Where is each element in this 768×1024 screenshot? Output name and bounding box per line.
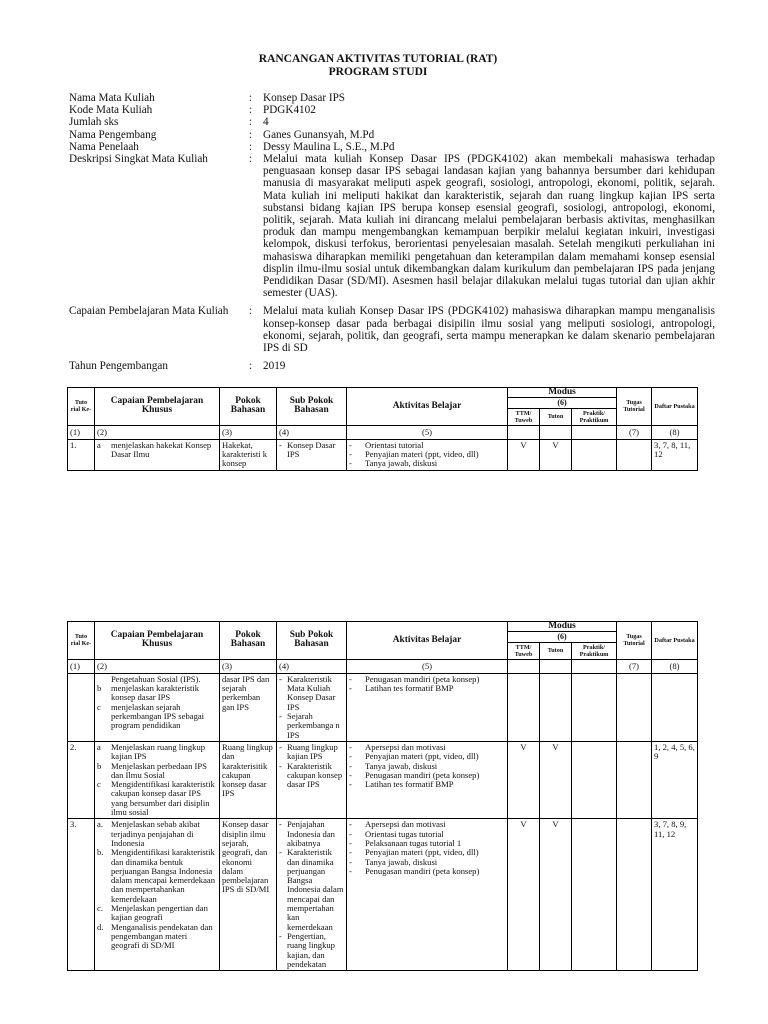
- column-number-row: [68, 659, 698, 673]
- subpokok-text: Konsep Dasar IPS: [287, 439, 336, 460]
- subpokok-item: [279, 675, 344, 712]
- header-tuton: Tuton: [540, 642, 572, 659]
- subpokok-text: Karakteristik dan dinamika perjuangan Bangsa Indonesia dalam mencapai dan mempertahan kan kemerdekaan: [287, 847, 344, 932]
- capaian-item: [97, 684, 217, 703]
- capaian-marker: b.: [97, 847, 104, 858]
- aktivitas-text: Penyajian materi (ppt, video, dll): [365, 847, 479, 858]
- header-tugas: Tugas Tutorial: [617, 388, 652, 426]
- header-daftar: Daftar Pustaka: [652, 622, 698, 660]
- header-modus-label: Modus: [548, 387, 576, 397]
- aktivitas-text: Tanya jawab, diskusi: [365, 856, 438, 867]
- aktivitas-dash: -: [349, 819, 352, 830]
- header-row: [68, 388, 698, 409]
- column-number-empty: [572, 425, 617, 439]
- aktivitas-text: Penugasan mandiri (peta konsep): [365, 673, 480, 684]
- capaian-marker: d.: [97, 921, 104, 932]
- capaian-item: [97, 441, 217, 460]
- header-tutorial: Tuto rial Ke-: [68, 622, 95, 660]
- subpokok-text: Ruang lingkup kajian IPS: [287, 741, 338, 762]
- meta-colon: :: [249, 92, 253, 104]
- column-number: (5): [347, 425, 508, 439]
- subpokok-item: [279, 441, 344, 460]
- tutorial-number: 1.: [68, 439, 95, 470]
- modus-ttm-check: V: [508, 819, 540, 971]
- subpokok-marker: -: [279, 711, 282, 722]
- header-modus: [508, 388, 617, 409]
- meta-row: [69, 116, 715, 128]
- meta-row: [69, 305, 715, 354]
- aktivitas-text: Tanya jawab, diskusi: [365, 458, 438, 469]
- meta-label: Nama Pengembang: [69, 128, 157, 141]
- table-row: [68, 673, 698, 741]
- meta-row: [69, 153, 715, 299]
- aktivitas-item: [349, 459, 505, 468]
- header-daftar: Daftar Pustaka: [652, 388, 698, 426]
- aktivitas-dash: -: [349, 847, 352, 858]
- meta-value: PDGK4102: [263, 104, 316, 117]
- capaian-text: Pengetahuan Sosial (IPS).: [111, 673, 201, 684]
- subpokok-marker: -: [279, 760, 282, 771]
- modus-tuton-check: V: [540, 439, 572, 470]
- meta-label: Capaian Pembelajaran Mata Kuliah: [69, 305, 229, 318]
- modus-ttm-check: V: [508, 741, 540, 818]
- meta-label: Tahun Pengembangan: [69, 360, 168, 373]
- subpokok-marker: -: [279, 930, 282, 941]
- aktivitas-text: Pelaksanaan tugas tutorial 1: [365, 837, 462, 848]
- subpokok-item: [279, 932, 344, 969]
- document-title: [0, 53, 756, 79]
- subpokok-cell: [277, 741, 347, 818]
- header-modus: [508, 622, 617, 643]
- capaian-marker: c: [97, 779, 101, 790]
- subpokok-marker: -: [279, 741, 282, 752]
- subpokok-cell: [277, 439, 347, 470]
- tutorial-number: 3.: [68, 819, 95, 971]
- capaian-item: [97, 820, 217, 848]
- capaian-text: Menganalisis pendekatan dan pengembangan materi geografi di SD/MI: [111, 921, 213, 951]
- rat-table-page-1: [67, 387, 698, 471]
- header-row: [68, 622, 698, 643]
- aktivitas-dash: -: [349, 741, 352, 752]
- aktivitas-text: Tanya jawab, diskusi: [365, 760, 438, 771]
- aktivitas-dash: -: [349, 760, 352, 771]
- column-number-empty: [540, 659, 572, 673]
- modus-praktik-check: [572, 673, 617, 741]
- meta-value: 4: [263, 116, 269, 129]
- meta-colon: :: [249, 360, 253, 373]
- subpokok-marker: -: [279, 847, 282, 858]
- header-modus-number: (6): [508, 397, 616, 407]
- pustaka-cell: 1, 2, 4, 5, 6, 9: [652, 741, 698, 818]
- aktivitas-dash: -: [349, 837, 352, 848]
- table-row: [68, 439, 698, 470]
- column-number-empty: [508, 659, 540, 673]
- meta-row: [69, 129, 715, 141]
- tugas-cell: [617, 439, 652, 470]
- meta-label: Kode Mata Kuliah: [69, 104, 153, 117]
- aktivitas-dash: -: [349, 439, 352, 450]
- rat-table-page-2: [67, 621, 698, 971]
- meta-value: Melalui mata kuliah Konsep Dasar IPS (PDGK4102) akan membekali mahasiswa terhadap penguasaan konsep dasar IPS sebagai landasan kajian yang bahannya bersumber dari kehidupan manusia di masyarakat meliputi aspek geografi, sosiologi, antropologi, ekonomi, politik, sejarah. Mata kuliah ini meliputi hakikat dan karakteristik, sejarah dan ruang lingkup kajian IPS serta substansi bidang kajian IPS berupa konsep esensial geografi, sosiologi, antropologi, ekonomi, politik, sejarah. Mata kuliah ini dirancang melalui pembelajaran berbasis aktivitas, menghasilkan produk dan mampu mengembangkan kemampuan berpikir melalui kegiatan inkuiri, investigasi kelompok, diskusi terfokus, berorientasi penyelesaian masalah. Setelah mengikuti perkuliahan ini mahasiswa diharapkan memiliki pengetahuan dan keterampilan dalam memahami konsep esensial displin ilmu-ilmu sosial untuk dikembangkan dalam kurikulum dan pembelajaran IPS pada jenjang Pendidikan Dasar (SD/MI). Asesmen hasil belajar dilakukan melalui tugas tutorial dan ujian akhir semester (UAS).: [263, 153, 715, 300]
- capaian-text: Menjelaskan ruang lingkup kajian IPS: [111, 741, 206, 762]
- header-praktik: Praktik/ Praktikum: [572, 642, 617, 659]
- header-capaian: Capaian Pembelajaran Khusus: [95, 388, 220, 426]
- modus-ttm-check: [508, 673, 540, 741]
- header-tutorial: Tuto rial Ke-: [68, 388, 95, 426]
- header-praktik: Praktik/ Praktikum: [572, 408, 617, 425]
- subpokok-text: Penjajahan Indonesia dan akibatnya: [287, 819, 335, 848]
- meta-value: 2019: [263, 360, 286, 373]
- aktivitas-text: Orientasi tugas tutorial: [365, 828, 444, 839]
- modus-praktik-check: [572, 741, 617, 818]
- table-row: [68, 819, 698, 971]
- subpokok-item: [279, 820, 344, 848]
- header-capaian: Capaian Pembelajaran Khusus: [95, 622, 220, 660]
- meta-label: Nama Mata Kuliah: [69, 92, 155, 104]
- aktivitas-text: Penyajian materi (ppt, video, dll): [365, 449, 479, 460]
- aktivitas-cell: [347, 741, 508, 818]
- column-number-empty: [508, 425, 540, 439]
- aktivitas-text: Apersepsi dan motivasi: [365, 741, 446, 752]
- column-number: (4): [277, 659, 347, 673]
- capaian-item: [97, 923, 217, 951]
- aktivitas-dash: -: [349, 751, 352, 762]
- subpokok-marker: -: [279, 819, 282, 830]
- meta-label: Jumlah sks: [69, 116, 119, 129]
- capaian-marker: a: [97, 439, 101, 450]
- capaian-text: Menjelaskan perbedaan IPS dan Ilmu Sosial: [111, 760, 207, 780]
- meta-label: Nama Penelaah: [69, 140, 139, 153]
- meta-value: Konsep Dasar IPS: [263, 92, 346, 104]
- capaian-cell: [95, 673, 220, 741]
- header-aktivitas: Aktivitas Belajar: [347, 388, 508, 426]
- column-number: (7): [617, 659, 652, 673]
- capaian-item: [97, 703, 217, 731]
- pokok-cell: Ruang lingkup dan karakterisitik cakupan konsep dasar IPS: [220, 741, 277, 818]
- aktivitas-dash: -: [349, 449, 352, 460]
- modus-ttm-check: V: [508, 439, 540, 470]
- header-tugas: Tugas Tutorial: [617, 622, 652, 660]
- subpokok-cell: [277, 819, 347, 971]
- meta-value: Dessy Maulina L, S.E., M.Pd: [263, 140, 395, 153]
- capaian-text: Menjelaskan pengertian dan kajian geografi: [111, 903, 208, 923]
- column-number: (1): [68, 659, 95, 673]
- subpokok-item: [279, 712, 344, 740]
- meta-row: [69, 360, 715, 372]
- meta-row: [69, 104, 715, 116]
- tutorial-number: [68, 673, 95, 741]
- meta-colon: :: [249, 305, 253, 318]
- header-pokok: Pokok Bahasan: [220, 622, 277, 660]
- column-number: (3): [220, 425, 277, 439]
- header-modus-label: Modus: [548, 621, 576, 631]
- pokok-cell: Konsep dasar disiplin ilmu sejarah, geografi, dan ekonomi dalam pembelajaran IPS di SD/MI: [220, 819, 277, 971]
- column-number-empty: [572, 659, 617, 673]
- meta-colon: :: [249, 140, 253, 153]
- tutorial-number: 2.: [68, 741, 95, 818]
- meta-colon: :: [249, 116, 253, 129]
- aktivitas-dash: -: [349, 769, 352, 780]
- column-number: (5): [347, 659, 508, 673]
- aktivitas-text: Penugasan mandiri (peta konsep): [365, 769, 480, 780]
- capaian-marker: c: [97, 701, 101, 712]
- header-pokok: Pokok Bahasan: [220, 388, 277, 426]
- pustaka-cell: [652, 673, 698, 741]
- subpokok-item: [279, 762, 344, 790]
- aktivitas-text: Orientasi tutorial: [365, 439, 424, 450]
- modus-tuton-check: [540, 673, 572, 741]
- aktivitas-dash: -: [349, 779, 352, 790]
- aktivitas-cell: [347, 673, 508, 741]
- column-number: (8): [652, 425, 698, 439]
- subpokok-marker: -: [279, 673, 282, 684]
- tugas-cell: [617, 741, 652, 818]
- capaian-cell: [95, 819, 220, 971]
- header-subpokok: Sub Pokok Bahasan: [277, 388, 347, 426]
- header-aktivitas: Aktivitas Belajar: [347, 622, 508, 660]
- header-subpokok: Sub Pokok Bahasan: [277, 622, 347, 660]
- subpokok-text: Karakteristik Mata Kuliah Konsep Dasar IPS: [287, 673, 336, 712]
- subpokok-text: Karakteristik cakupan konsep dasar IPS: [287, 760, 343, 790]
- aktivitas-text: Latihan tes formatif BMP: [365, 683, 454, 694]
- capaian-text: menjelaskan karakteristik konsep dasar IPS: [111, 683, 200, 703]
- modus-praktik-check: [572, 819, 617, 971]
- column-number: (2): [95, 425, 220, 439]
- modus-tuton-check: V: [540, 819, 572, 971]
- capaian-item: [97, 762, 217, 781]
- subpokok-text: Pengertian, ruang lingkup kajian, dan pendekatan: [287, 930, 335, 969]
- pustaka-cell: 3, 7, 8, 9, 11, 12: [652, 819, 698, 971]
- aktivitas-item: [349, 684, 505, 693]
- tugas-cell: [617, 819, 652, 971]
- column-number: (8): [652, 659, 698, 673]
- capaian-text: Mengidentifikasi karakteristik dan dinamika bentuk perjuangan Bangsa Indonesia dalam mencapai kemerdekaan dan mempertahankan kemerdekaan: [111, 847, 216, 904]
- aktivitas-dash: -: [349, 683, 352, 694]
- subpokok-text: Sejarah perkembanga n IPS: [287, 711, 340, 740]
- header-ttm: TTM/ Tuweb: [508, 642, 540, 659]
- aktivitas-text: Penugasan mandiri (peta konsep): [365, 865, 480, 876]
- capaian-text: menjelaskan hakekat Konsep Dasar Ilmu: [111, 439, 212, 460]
- column-number-empty: [540, 425, 572, 439]
- aktivitas-dash: -: [349, 856, 352, 867]
- pustaka-cell: 3, 7, 8, 11, 12: [652, 439, 698, 470]
- aktivitas-dash: -: [349, 828, 352, 839]
- course-info: [69, 92, 715, 372]
- aktivitas-cell: [347, 819, 508, 971]
- header-ttm: TTM/ Tuweb: [508, 408, 540, 425]
- column-number: (4): [277, 425, 347, 439]
- meta-colon: :: [249, 104, 253, 117]
- capaian-item: [97, 848, 217, 904]
- pokok-cell: Hakekat, karakteristi k konsep: [220, 439, 277, 470]
- capaian-marker: b: [97, 760, 102, 771]
- title-line-2: PROGRAM STUDI: [328, 66, 428, 78]
- capaian-text: Mengidentifikasi karakteristik cakupan konsep dasar IPS yang bersumber dari disiplin ilmu sosial: [111, 779, 215, 818]
- capaian-marker: b: [97, 683, 102, 694]
- subpokok-marker: -: [279, 439, 282, 450]
- modus-tuton-check: V: [540, 741, 572, 818]
- meta-colon: :: [249, 153, 253, 166]
- aktivitas-item: [349, 867, 505, 876]
- column-number: (3): [220, 659, 277, 673]
- capaian-item: [97, 780, 217, 817]
- capaian-cell: [95, 741, 220, 818]
- aktivitas-dash: -: [349, 458, 352, 469]
- meta-row: [69, 141, 715, 153]
- aktivitas-text: Penyajian materi (ppt, video, dll): [365, 751, 479, 762]
- tugas-cell: [617, 673, 652, 741]
- capaian-marker: a.: [97, 819, 103, 830]
- column-number-row: [68, 425, 698, 439]
- table-row: [68, 741, 698, 818]
- capaian-text: menjelaskan sejarah perkembangan IPS sebagai program pendidikan: [111, 701, 205, 731]
- aktivitas-text: Latihan tes formatif BMP: [365, 779, 454, 790]
- title-line-1: RANCANGAN AKTIVITAS TUTORIAL (RAT): [258, 53, 498, 65]
- subpokok-item: [279, 848, 344, 932]
- subpokok-item: [279, 743, 344, 762]
- meta-label: Deskripsi Singkat Mata Kuliah: [69, 153, 208, 166]
- header-tuton: Tuton: [540, 408, 572, 425]
- header-modus-number: (6): [508, 631, 616, 641]
- subpokok-cell: [277, 673, 347, 741]
- aktivitas-dash: -: [349, 865, 352, 876]
- aktivitas-item: [349, 780, 505, 789]
- meta-row: [69, 92, 715, 104]
- capaian-marker: a: [97, 741, 101, 752]
- modus-praktik-check: [572, 439, 617, 470]
- meta-value: Ganes Gunansyah, M.Pd: [263, 128, 375, 141]
- aktivitas-dash: -: [349, 673, 352, 684]
- column-number: (2): [95, 659, 220, 673]
- capaian-text: Menjelaskan sebab akibat terjadinya penjajahan di Indonesia: [111, 819, 200, 848]
- aktivitas-cell: [347, 439, 508, 470]
- capaian-marker: c.: [97, 903, 103, 914]
- column-number: (7): [617, 425, 652, 439]
- capaian-item: [97, 904, 217, 923]
- pokok-cell: dasar IPS dan sejarah perkemban gan IPS: [220, 673, 277, 741]
- capaian-cell: [95, 439, 220, 470]
- meta-colon: :: [249, 128, 253, 141]
- column-number: (1): [68, 425, 95, 439]
- aktivitas-text: Apersepsi dan motivasi: [365, 819, 446, 830]
- meta-value: Melalui mata kuliah Konsep Dasar IPS (PDGK4102) mahasiswa diharapkan mampu menganalisis konsep-konsep dasar pada berbagai disipilin ilmu sosial yang meliputi sosiologi, antropologi, ekonomi, sejarah, politik, dan geografi, serta mampu menerapkan ke dalam skenario pembelajaran IPS di SD: [263, 305, 715, 355]
- capaian-item: [97, 743, 217, 762]
